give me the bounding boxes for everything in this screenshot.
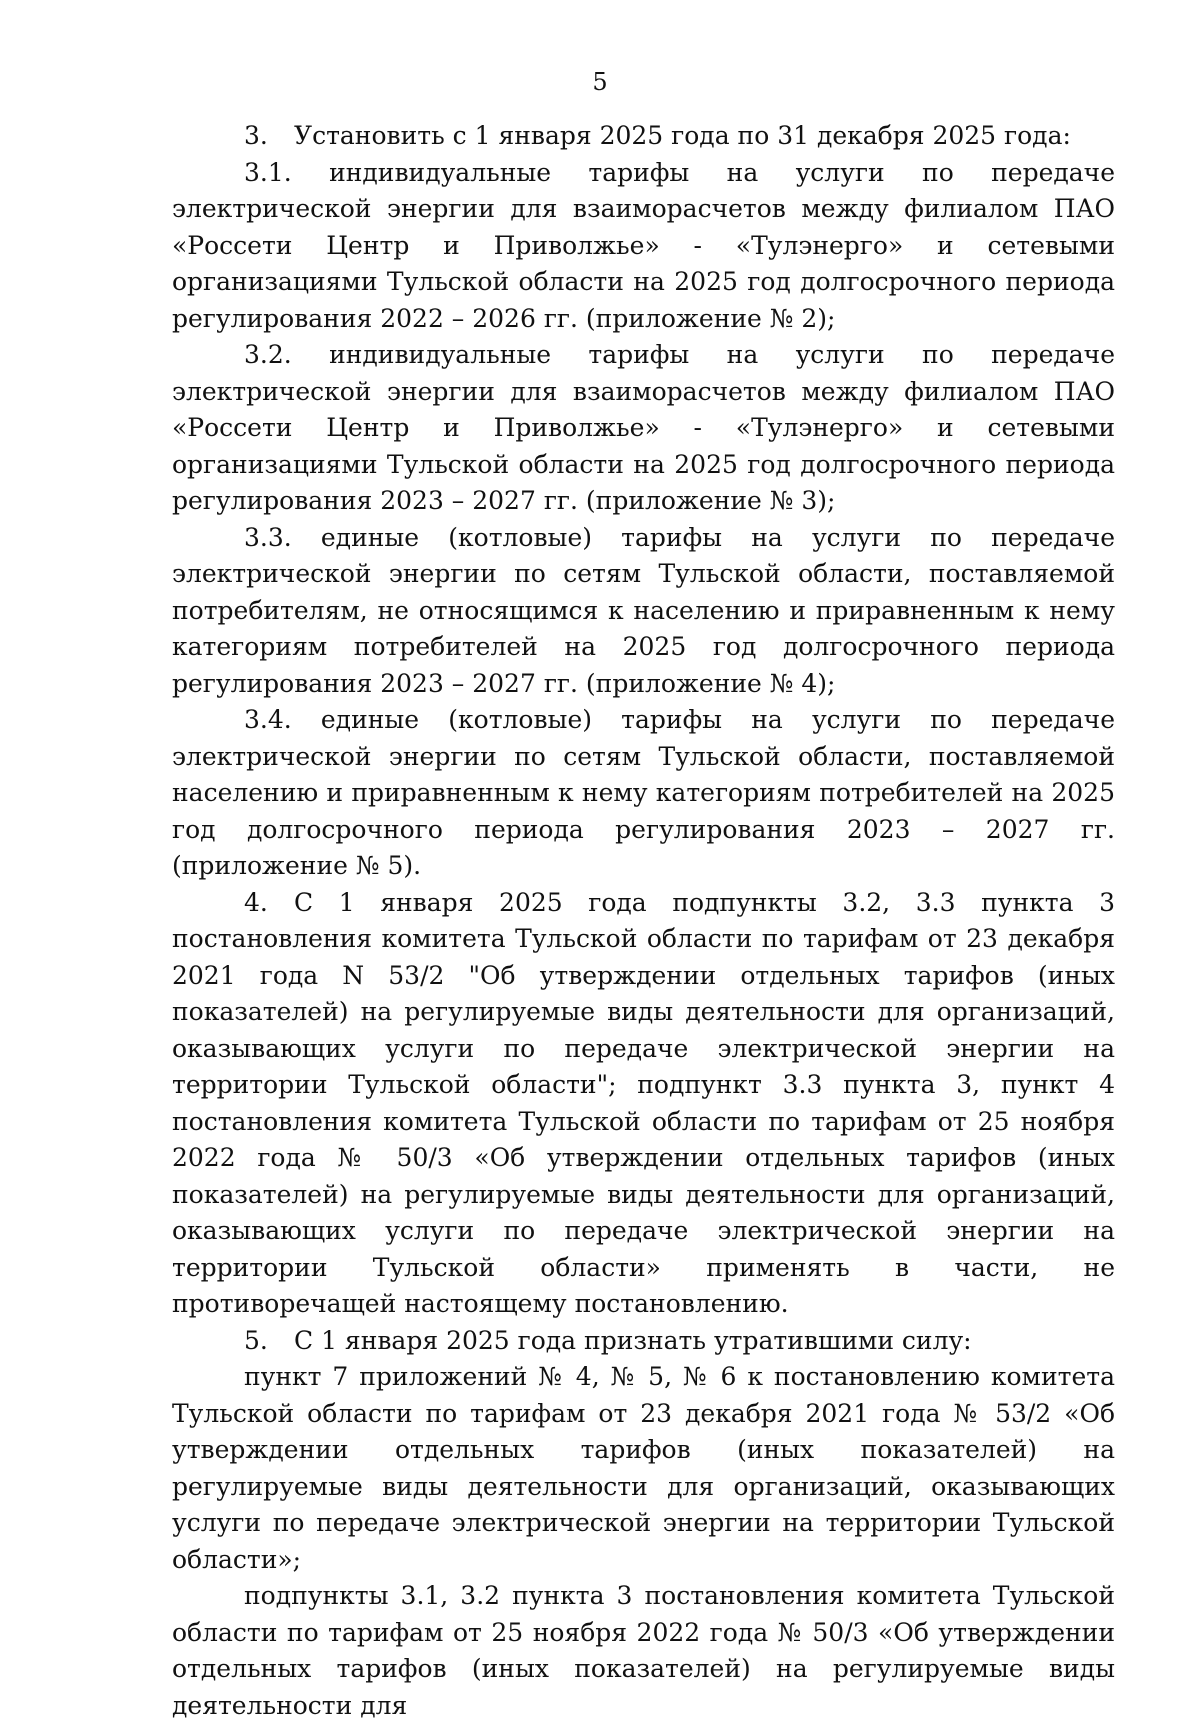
paragraph-3-4: 3.4. единые (котловые) тарифы на услуги по передаче электрической энергии по сетям Тульской области, поставляемой населению и приравненным к нему категориям потребителей на 2025 год долгосрочного периода регулирования 2023 – 2027 гг. (приложение № 5).: [172, 705, 1115, 880]
paragraph-text: С 1 января 2025 года признать утратившими силу:: [294, 1325, 972, 1355]
paragraph-5: [172, 1323, 1115, 1360]
paragraph-text: Установить с 1 января 2025 года по 31 декабря 2025 года:: [294, 121, 1071, 150]
paragraph-3: [172, 118, 1115, 155]
paragraph-5-item-1: пункт 7 приложений № 4, № 5, № 6 к постановлению комитета Тульской области по тарифам от 23 декабря 2021 года № 53/2 «Об утверждении отдельных тарифов (иных показателей) на регулируемые виды деятельности для организаций, оказывающих услуги по передаче электрической энергии на территории Тульской области»;: [172, 1362, 1115, 1574]
paragraph-number: 3.: [244, 121, 268, 150]
paragraph-4: [172, 885, 1115, 1323]
paragraph-5-item-2: подпункты 3.1, 3.2 пункта 3 постановления комитета Тульской области по тарифам от 25 ноября 2022 года № 50/3 «Об утверждении отдельных тарифов (иных показателей) на регулируемые виды деятельности для: [172, 1581, 1115, 1720]
paragraph-3-2: 3.2. индивидуальные тарифы на услуги по передаче электрической энергии для взаиморасчетов между филиалом ПАО «Россети Центр и Приволжье» - «Тулэнерго» и сетевыми организациями Тульской области на 2025 год долгосрочного периода регулирования 2023 – 2027 гг. (приложение № 3);: [172, 340, 1115, 515]
page-number: 5: [592, 68, 608, 96]
paragraph-text: С 1 января 2025 года подпункты 3.2, 3.3 пункта 3 постановления комитета Тульской области по тарифам от 23 декабря 2021 года N 53/2 "Об утверждении отдельных тарифов (иных показателей) на регулируемые виды деятельности для организаций, оказывающих услуги по передаче электрической энергии на территории Тульской области"; подпункт 3.3 пункта 3, пункт 4 постановления комитета Тульской области по тарифам от 25 ноября 2022 года № 50/3 «Об утверждении отдельных тарифов (иных показателей) на регулируемые виды деятельности для организаций, оказывающих услуги по передаче электрической энергии на территории Тульской области» применять в части, не противоречащей настоящему постановлению.: [172, 887, 1115, 1318]
paragraph-number: 4.: [244, 887, 268, 917]
paragraph-3-3: 3.3. единые (котловые) тарифы на услуги по передаче электрической энергии по сетям Тульской области, поставляемой потребителям, не относящимся к населению и приравненным к нему категориям потребителей на 2025 год долгосрочного периода регулирования 2023 – 2027 гг. (приложение № 4);: [172, 522, 1115, 698]
document-body: [172, 118, 1115, 1724]
paragraph-number: 5.: [244, 1325, 268, 1355]
paragraph-3-1: 3.1. индивидуальные тарифы на услуги по передаче электрической энергии для взаиморасчетов между филиалом ПАО «Россети Центр и Приволжье» - «Тулэнерго» и сетевыми организациями Тульской области на 2025 год долгосрочного периода регулирования 2022 – 2026 гг. (приложение № 2);: [172, 157, 1115, 333]
